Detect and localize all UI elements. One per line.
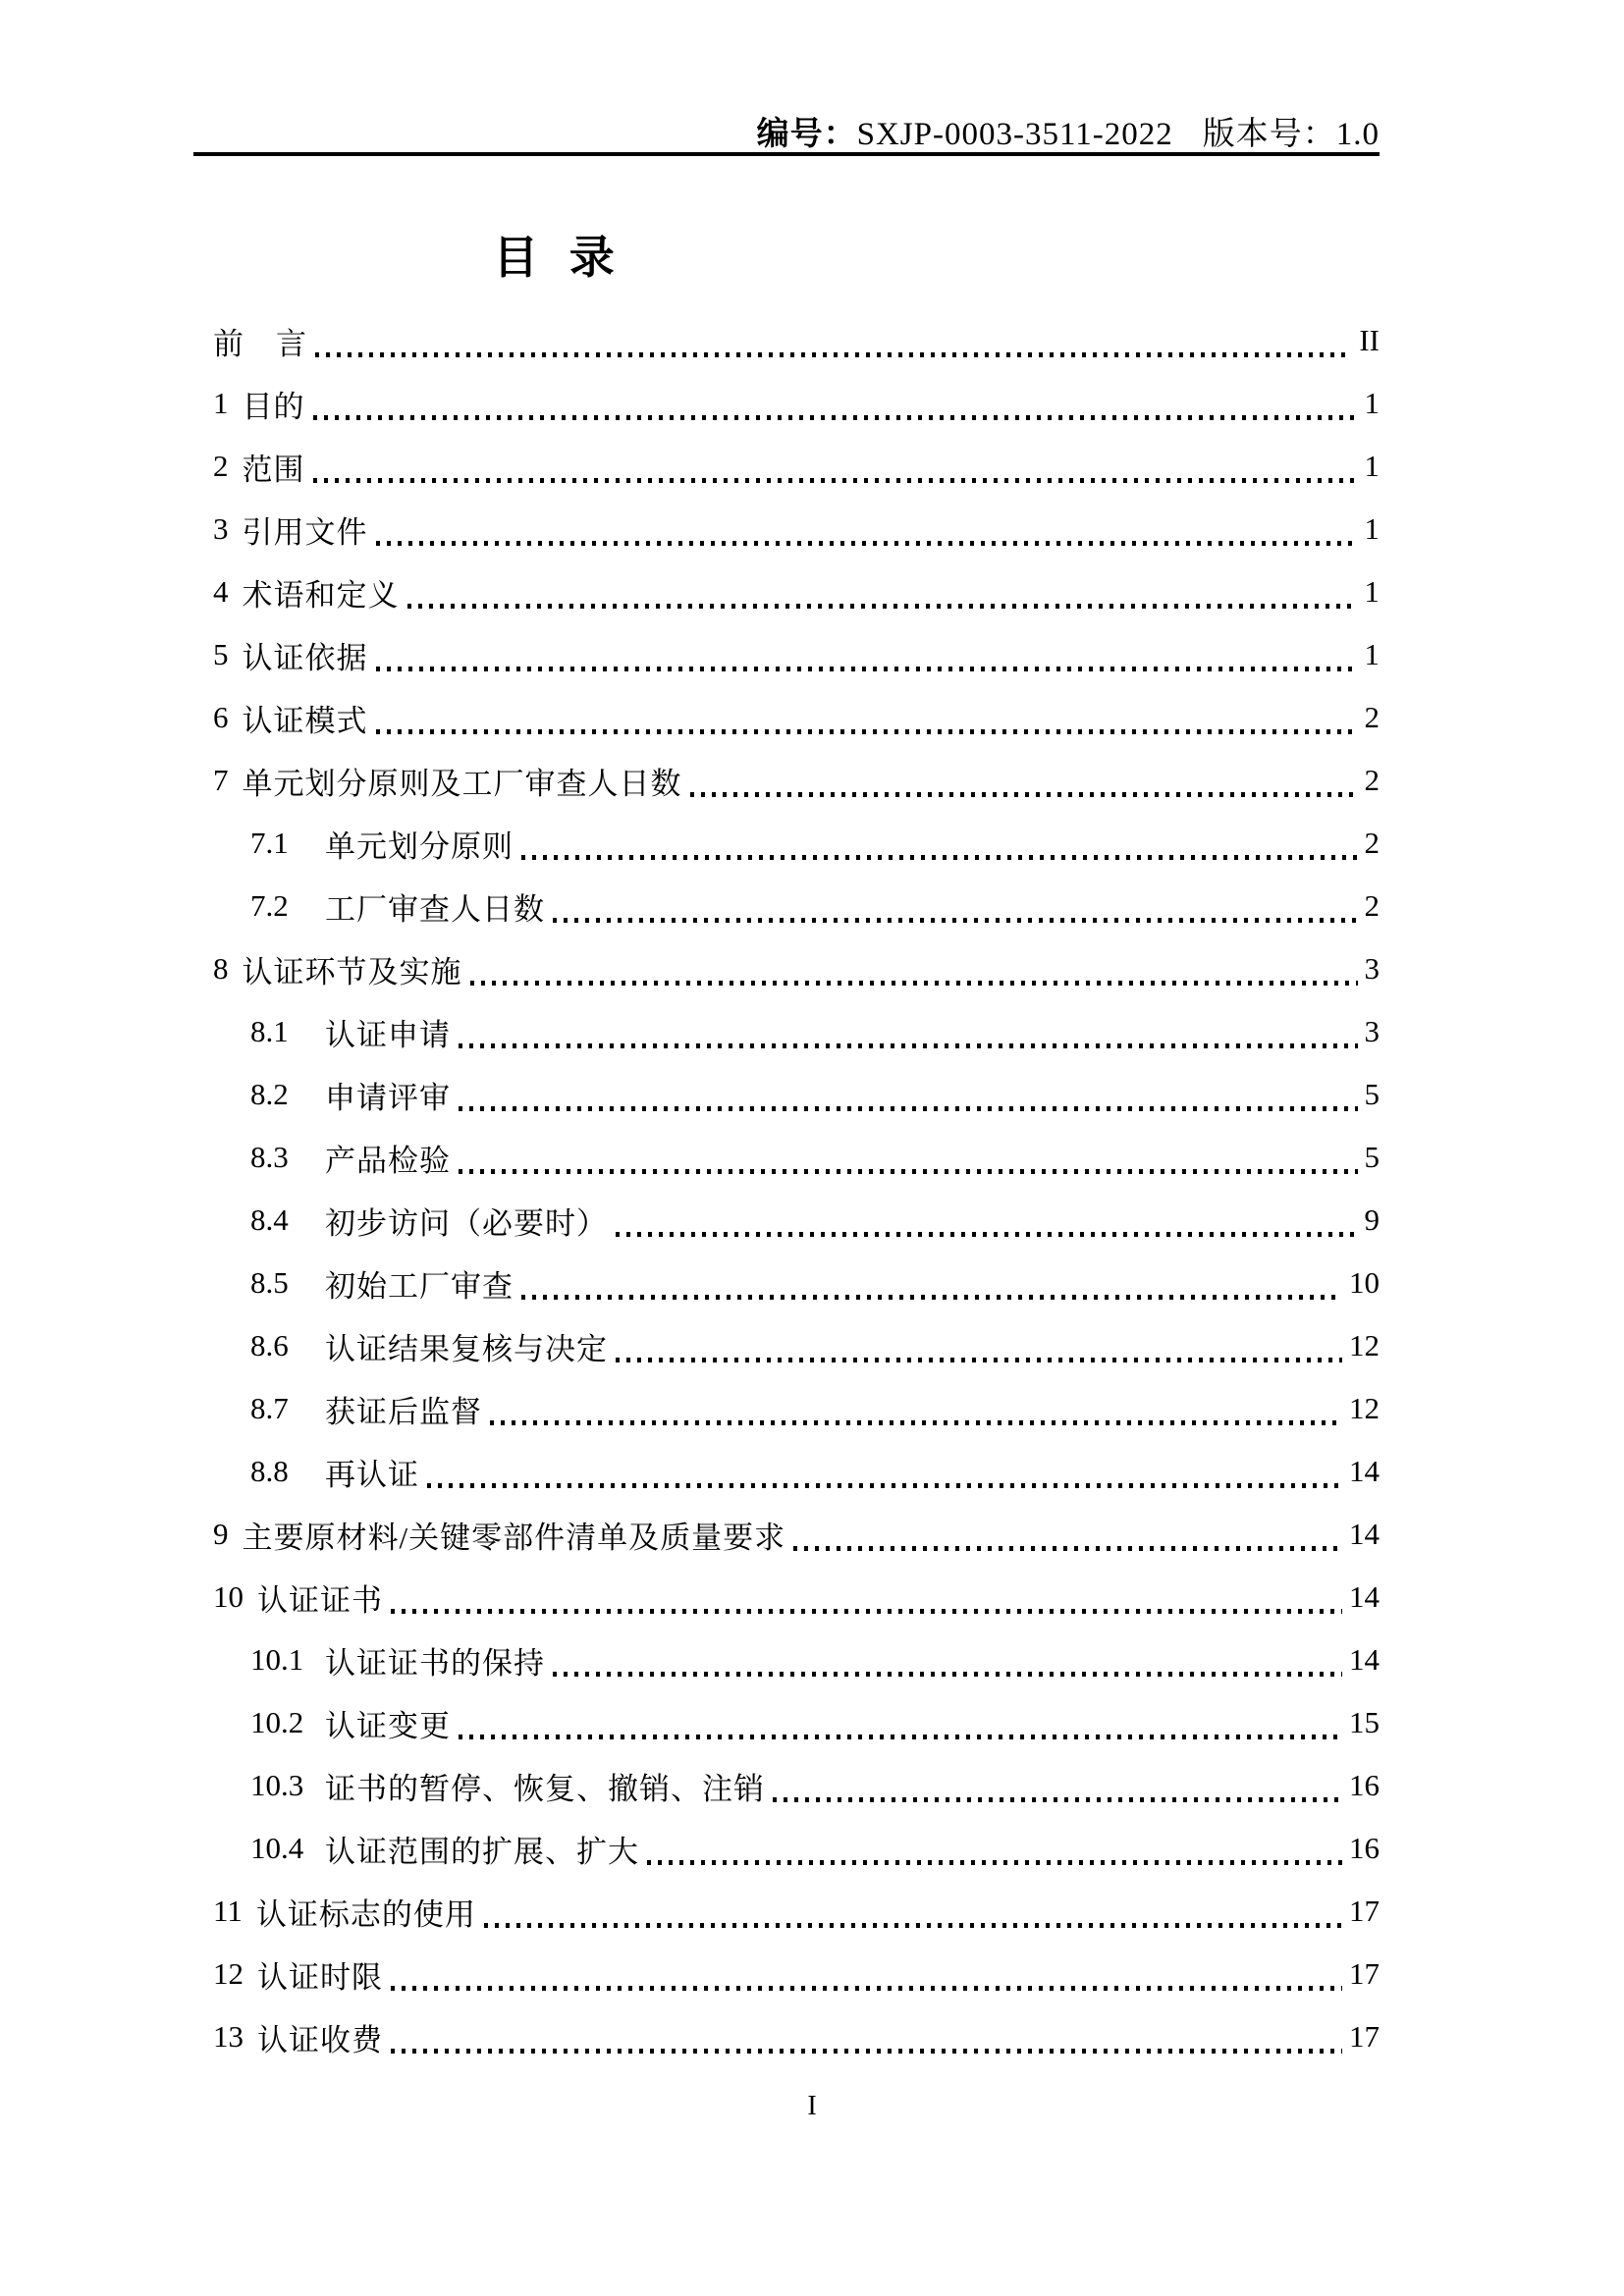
toc-entry-number: 7.1 <box>250 826 289 860</box>
toc-entry-number: 5 <box>213 637 229 671</box>
toc-entry-page: 2 <box>1364 888 1380 923</box>
dot-leader <box>647 1860 1342 1865</box>
dot-leader <box>427 1483 1342 1488</box>
toc-entry-title: 认证标志的使用 <box>255 1896 476 1932</box>
dot-leader <box>521 855 1358 860</box>
toc-entry-title: 认证收费 <box>257 2022 383 2057</box>
dot-leader <box>470 981 1358 986</box>
dot-leader <box>616 1358 1342 1362</box>
toc-entry-number: 10.3 <box>250 1768 304 1802</box>
toc-entry-page: 1 <box>1364 574 1380 609</box>
toc-entry-number: 10 <box>213 1579 244 1614</box>
toc-entry <box>213 1314 1380 1377</box>
toc-entry <box>213 1440 1380 1503</box>
toc-entry-number: 9 <box>213 1517 229 1551</box>
toc-entry <box>213 1691 1380 1754</box>
toc-entry-number: 7.2 <box>250 888 289 923</box>
toc-entry-title: 初始工厂审查 <box>325 1268 514 1304</box>
toc-entry-number: 13 <box>213 2019 244 2054</box>
toc-entry-title: 前 言 <box>213 326 307 361</box>
dot-leader <box>616 1232 1358 1237</box>
toc-entry <box>213 1189 1380 1252</box>
dot-leader <box>484 1923 1342 1928</box>
toc-entry <box>213 1063 1380 1126</box>
toc-entry <box>213 2005 1380 2068</box>
dot-leader <box>407 604 1358 609</box>
toc-entry <box>213 1126 1380 1189</box>
toc-entry-page: 1 <box>1364 511 1380 546</box>
toc-entry-page: 17 <box>1349 2019 1380 2054</box>
toc-entry-page: 5 <box>1364 1077 1380 1111</box>
toc-entry-number: 8.8 <box>250 1454 289 1488</box>
toc-entry-number: 8.4 <box>250 1202 289 1237</box>
dot-leader <box>553 1672 1342 1677</box>
toc-entry-page: 3 <box>1364 951 1380 986</box>
toc-entry <box>213 937 1380 1000</box>
toc-entry-title: 工厂审查人日数 <box>325 891 545 927</box>
toc-entry-title: 证书的暂停、恢复、撤销、注销 <box>325 1771 765 1806</box>
toc-entry-title: 再认证 <box>325 1457 419 1492</box>
toc-entry <box>213 309 1380 372</box>
toc-entry <box>213 686 1380 749</box>
dot-leader <box>315 352 1352 357</box>
toc-entry-page: 17 <box>1349 1956 1380 1991</box>
toc-entry-title: 认证申请 <box>325 1017 451 1052</box>
toc-entry <box>213 1377 1380 1440</box>
toc-entry <box>213 623 1380 686</box>
toc-entry-number: 8.6 <box>250 1328 289 1362</box>
toc-entry-page: 10 <box>1349 1265 1380 1300</box>
toc-entry-number: 2 <box>213 449 229 483</box>
toc-entry <box>213 1880 1380 1943</box>
doc-number-label: 编号： <box>756 117 857 152</box>
dot-leader <box>313 478 1358 483</box>
toc-entry-title: 认证证书的保持 <box>325 1645 545 1681</box>
toc-entry <box>213 372 1380 435</box>
toc-entry-page: 1 <box>1364 637 1380 671</box>
toc-entry-page: 16 <box>1349 1768 1380 1802</box>
toc-entry-number: 8.3 <box>250 1140 289 1174</box>
toc-entry-title: 产品检验 <box>325 1143 451 1178</box>
dot-leader <box>459 1043 1358 1048</box>
toc-entry-title: 获证后监督 <box>325 1394 482 1429</box>
dot-leader <box>391 2049 1342 2054</box>
toc-entry-number: 10.2 <box>250 1705 304 1739</box>
toc-entry-number: 8.2 <box>250 1077 289 1111</box>
toc-entry-page: 15 <box>1349 1705 1380 1739</box>
toc-entry <box>213 1503 1380 1566</box>
dot-leader <box>521 1295 1342 1300</box>
toc-entry-page: 2 <box>1364 763 1380 797</box>
toc-entry <box>213 1754 1380 1817</box>
document-header <box>193 108 1380 154</box>
toc-entry <box>213 812 1380 875</box>
toc-entry-page: 2 <box>1364 826 1380 860</box>
toc-entry-page: 14 <box>1349 1579 1380 1614</box>
toc-entry-title: 引用文件 <box>242 514 368 550</box>
toc-entry-number: 6 <box>213 700 229 734</box>
toc-entry-page: 2 <box>1364 700 1380 734</box>
toc-entry-page: 16 <box>1349 1831 1380 1865</box>
dot-leader <box>313 415 1358 420</box>
dot-leader <box>391 1609 1342 1614</box>
toc-entry-number: 7 <box>213 763 229 797</box>
toc-entry-title: 认证范围的扩展、扩大 <box>325 1834 639 1869</box>
toc-entry-title: 申请评审 <box>325 1080 451 1115</box>
toc-entry-page: 5 <box>1364 1140 1380 1174</box>
toc-entry-title: 范围 <box>242 452 305 487</box>
header-rule <box>193 152 1380 156</box>
dot-leader <box>490 1420 1342 1425</box>
dot-leader <box>376 729 1358 734</box>
toc-entry <box>213 1252 1380 1314</box>
toc-entry-number: 8 <box>213 951 229 986</box>
dot-leader <box>459 1106 1358 1111</box>
toc-entry <box>213 435 1380 498</box>
dot-leader <box>376 541 1358 546</box>
toc-entry-page: 17 <box>1349 1894 1380 1928</box>
toc-entry-title: 目的 <box>242 389 305 424</box>
toc-entry-title: 主要原材料/关键零部件清单及质量要求 <box>242 1520 786 1555</box>
toc-entry-title: 认证依据 <box>242 640 368 675</box>
footer-page-number: I <box>807 2091 817 2121</box>
toc-entry-page: 12 <box>1349 1391 1380 1425</box>
toc-entry-number: 4 <box>213 574 229 609</box>
dot-leader <box>690 792 1358 797</box>
toc-entry <box>213 749 1380 812</box>
version-value: 1.0 <box>1335 117 1380 152</box>
dot-leader <box>376 667 1358 671</box>
dot-leader <box>553 918 1358 923</box>
page-title: 目 录 <box>493 233 617 283</box>
toc-entry-title: 术语和定义 <box>242 577 400 613</box>
toc-entry-title: 认证变更 <box>325 1708 451 1743</box>
toc-entry-number: 3 <box>213 511 229 546</box>
toc-entry-page: 14 <box>1349 1454 1380 1488</box>
toc-entry-page: 3 <box>1364 1014 1380 1048</box>
toc-entry-title: 单元划分原则 <box>325 828 514 864</box>
toc-entry-number: 12 <box>213 1956 244 1991</box>
toc-entry-page: 9 <box>1364 1202 1380 1237</box>
toc-entry-number: 8.1 <box>250 1014 289 1048</box>
toc-entry-number: 8.7 <box>250 1391 289 1425</box>
toc-entry-title: 单元划分原则及工厂审查人日数 <box>242 766 682 801</box>
toc-entry-title: 初步访问（必要时） <box>325 1205 608 1241</box>
toc-entry-title: 认证证书 <box>257 1582 383 1618</box>
toc-entry <box>213 1000 1380 1063</box>
toc-entry-number: 8.5 <box>250 1265 289 1300</box>
doc-number-value: SXJP-0003-3511-2022 <box>856 117 1173 152</box>
toc-entry-number: 1 <box>213 386 229 420</box>
dot-leader <box>773 1797 1342 1802</box>
toc-entry-title: 认证时限 <box>257 1959 383 1995</box>
toc-entry-page: 12 <box>1349 1328 1380 1362</box>
dot-leader <box>459 1169 1358 1174</box>
toc-entry <box>213 561 1380 623</box>
toc-entry-page: II <box>1359 323 1380 357</box>
dot-leader <box>459 1735 1342 1739</box>
toc-entry-number: 11 <box>213 1894 243 1928</box>
toc-entry <box>213 875 1380 937</box>
toc-entry <box>213 1566 1380 1629</box>
toc-entry-number: 10.4 <box>250 1831 304 1865</box>
toc-entry-page: 14 <box>1349 1642 1380 1677</box>
dot-leader <box>793 1546 1342 1551</box>
toc-entry <box>213 498 1380 561</box>
toc-entry-number: 10.1 <box>250 1642 304 1677</box>
toc-entry <box>213 1817 1380 1880</box>
toc-entry-page: 1 <box>1364 449 1380 483</box>
toc-entry <box>213 1943 1380 2005</box>
dot-leader <box>391 1986 1342 1991</box>
toc-entry-title: 认证结果复核与决定 <box>325 1331 608 1366</box>
version-label: 版本号： <box>1202 117 1336 152</box>
toc-entry-page: 14 <box>1349 1517 1380 1551</box>
toc-entry-page: 1 <box>1364 386 1380 420</box>
toc-entry-title: 认证环节及实施 <box>242 954 462 989</box>
toc-entry-title: 认证模式 <box>242 703 368 738</box>
table-of-contents <box>213 309 1380 2068</box>
toc-entry <box>213 1629 1380 1691</box>
